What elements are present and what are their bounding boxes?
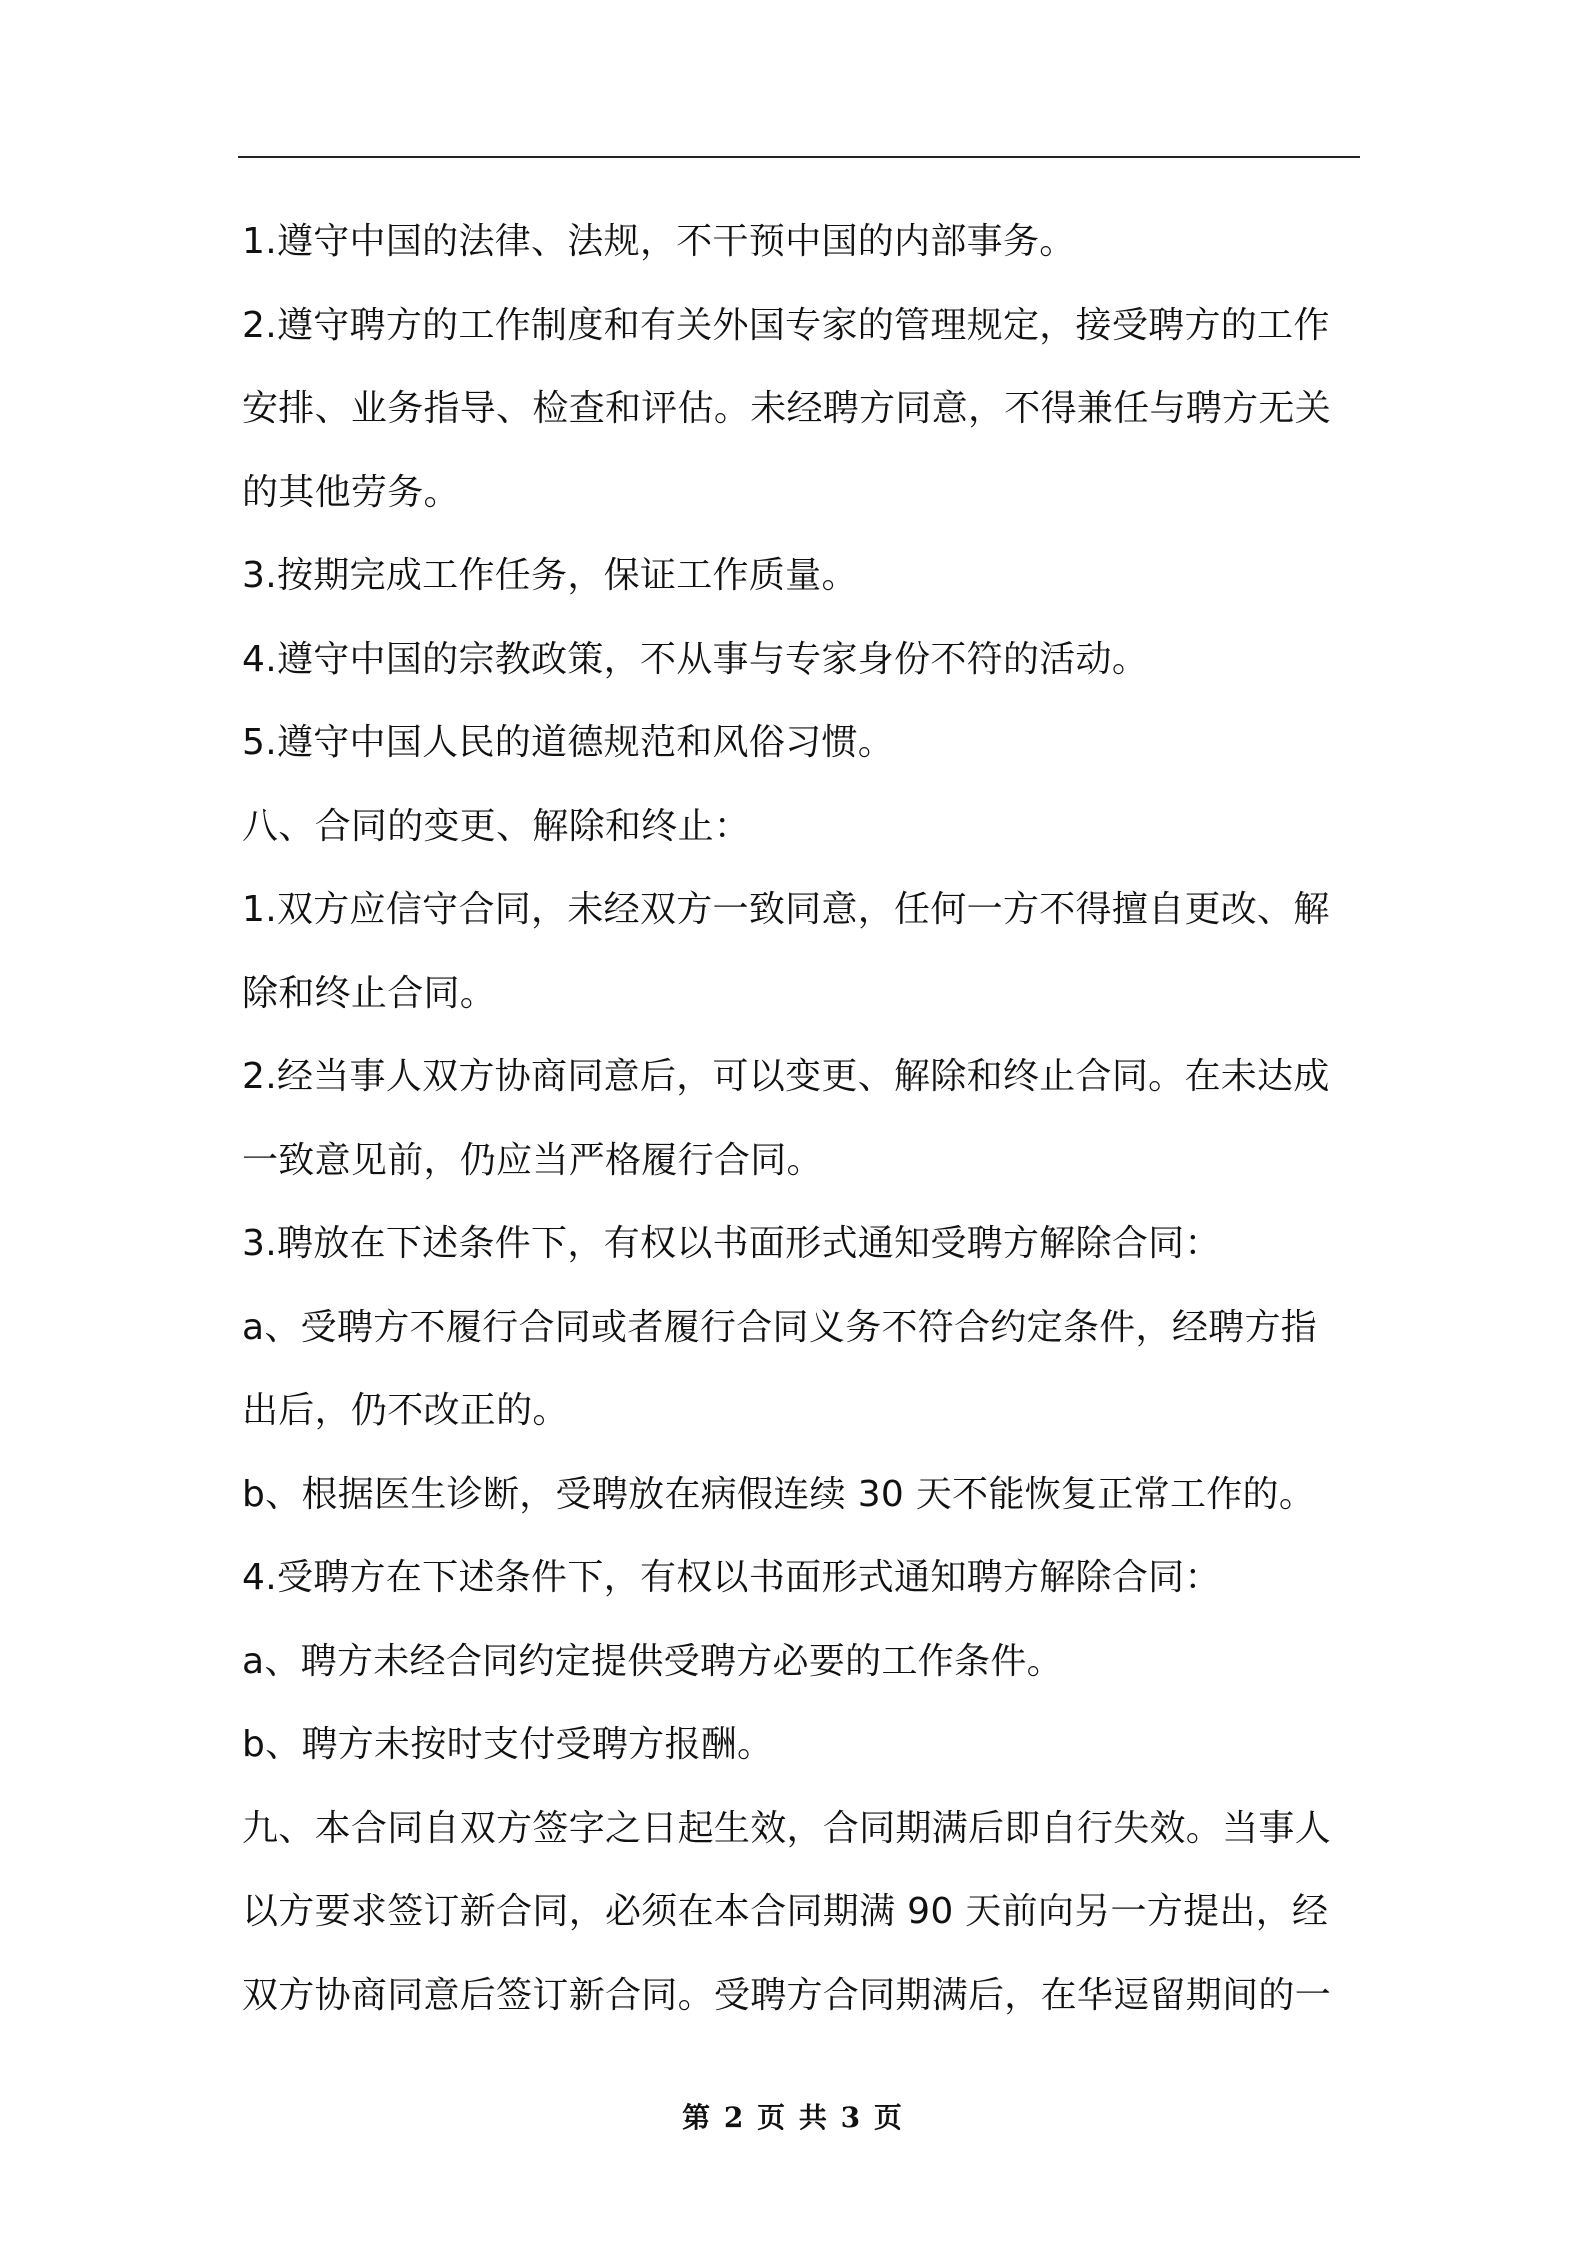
text-line: b、聘方未按时支付受聘方报酬。 [242, 1724, 774, 1765]
text-line: 1.遵守中国的法律、法规，不干预中国的内部事务。 [242, 221, 1076, 262]
text-line: a、受聘方不履行合同或者履行合同义务不符合约定条件，经聘方指 [242, 1306, 1318, 1348]
text-line: 2.经当事人双方协商同意后，可以变更、解除和终止合同。在未达成 [242, 1056, 1330, 1097]
text-line: 1.双方应信守合同，未经双方一致同意，任何一方不得擅自更改、解 [242, 889, 1330, 930]
text-line: 一致意见前，仍应当严格履行合同。 [242, 1139, 823, 1181]
text-line: 安排、业务指导、检查和评估。未经聘方同意，不得兼任与聘方无关 [242, 388, 1332, 429]
text-line: 3.按期完成工作任务，保证工作质量。 [242, 555, 858, 596]
text-line: 以方要求签订新合同，必须在本合同期满 90 天前向另一方提出，经 [242, 1891, 1329, 1932]
text-line: 出后，仍不改正的。 [242, 1390, 569, 1431]
text-line: 3.聘放在下述条件下，有权以书面形式通知受聘方解除合同： [242, 1223, 1221, 1264]
page-number: 第 2 页 共 3 页 [682, 2101, 904, 2134]
header-rule [238, 156, 1360, 158]
text-line: 的其他劳务。 [242, 471, 460, 513]
text-line: 4.受聘方在下述条件下，有权以书面形式通知聘方解除合同： [242, 1557, 1221, 1598]
text-line: 5.遵守中国人民的道德规范和风俗习惯。 [242, 722, 895, 763]
section-heading: 八、合同的变更、解除和终止： [242, 805, 751, 847]
text-line: 4.遵守中国的宗教政策，不从事与专家身份不符的活动。 [242, 638, 1149, 680]
text-line: b、根据医生诊断，受聘放在病假连续 30 天不能恢复正常工作的。 [242, 1473, 1316, 1515]
document-body [242, 200, 1360, 2037]
text-line: 2.遵守聘方的工作制度和有关外国专家的管理规定，接受聘方的工作 [242, 304, 1330, 346]
text-line: a、聘方未经合同约定提供受聘方必要的工作条件。 [242, 1640, 1063, 1682]
text-line: 除和终止合同。 [242, 972, 497, 1014]
section-heading: 九、本合同自双方签字之日起生效，合同期满后即自行失效。当事人 [242, 1807, 1332, 1849]
text-line: 双方协商同意后签订新合同。受聘方合同期满后，在华逗留期间的一 [242, 1974, 1332, 2016]
